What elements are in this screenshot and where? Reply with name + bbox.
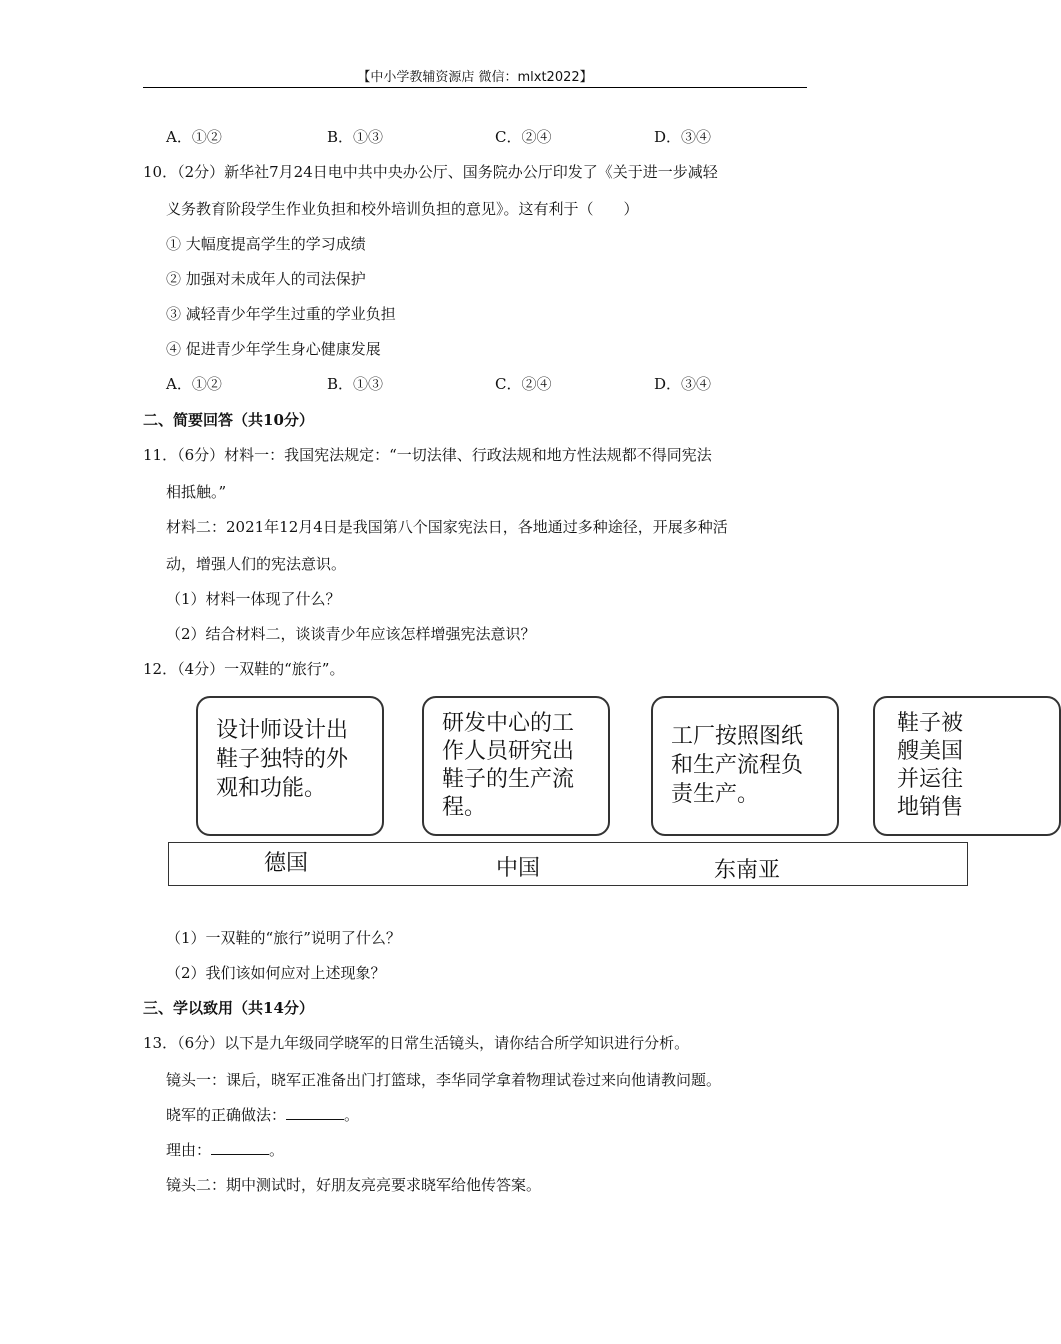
q12-line1: 12．（4分）一双鞋的“旅行”。 (143, 660, 345, 678)
q13-answer-line: 晓军的正确做法： 。 (166, 1106, 360, 1124)
country-label-southeast-asia: 东南亚 (714, 858, 781, 883)
q10-stem-line1: 10．（2分）新华社7月24日电中共中央办公厅、国务院办公厅印发了《关于进一步减轻 (143, 163, 718, 181)
diagram-box-shipping: 鞋子被 艘美国 并运往 地销售 (873, 696, 1061, 836)
q10-option-b: B．①③ (327, 375, 384, 393)
q13-reason-line: 理由： 。 (166, 1141, 285, 1159)
shoe-journey-diagram (168, 692, 964, 892)
q10-option-c: C．②④ (495, 375, 552, 393)
q13-line2: 镜头一：课后，晓军正准备出门打篮球，李华同学拿着物理试卷过来向他请教问题。 (166, 1071, 722, 1089)
q11-sub1: （1）材料一体现了什么？ (166, 590, 341, 608)
q10-option-d: D．③④ (654, 375, 712, 393)
q13-line5: 镜头二：期中测试时，好朋友亮亮要求晓军给他传答案。 (166, 1176, 542, 1194)
section-3-title: 三、学以致用（共14分） (143, 999, 314, 1017)
q11-line4: 动，增强人们的宪法意识。 (166, 555, 347, 573)
q11-line1: 11．（6分）材料一：我国宪法规定：“一切法律、行政法规和地方性法规都不得同宪法 (143, 446, 712, 464)
q10-item-4: ④ 促进青少年学生身心健康发展 (166, 340, 381, 358)
q10-stem-line2: 义务教育阶段学生作业负担和校外培训负担的意见》。这有利于（ ） (166, 200, 639, 218)
q9-option-d: D．③④ (654, 128, 712, 146)
q10-option-a: A．①② (166, 375, 222, 393)
page-header: 【中小学教辅资源店 微信：mlxt2022】 (357, 70, 593, 85)
answer-blank-2[interactable] (211, 1140, 269, 1155)
q11-sub2: （2）结合材料二，谈谈青少年应该怎样增强宪法意识？ (166, 625, 536, 643)
q13-line1: 13．（6分）以下是九年级同学晓军的日常生活镜头，请你结合所学知识进行分析。 (143, 1034, 690, 1052)
country-label-germany: 德国 (264, 851, 309, 876)
q9-option-a: A．①② (166, 128, 222, 146)
diagram-box-research: 研发中心的工 作人员研究出 鞋子的生产流 程。 (422, 696, 610, 836)
q11-line2: 相抵触。” (166, 483, 227, 501)
diagram-box-design: 设计师设计出 鞋子独特的外 观和功能。 (196, 696, 384, 836)
section-2-title: 二、简要回答（共10分） (143, 411, 314, 429)
q9-option-b: B．①③ (327, 128, 384, 146)
q9-option-c: C．②④ (495, 128, 552, 146)
q10-item-3: ③ 减轻青少年学生过重的学业负担 (166, 305, 396, 323)
header-rule (143, 87, 807, 88)
country-label-china: 中国 (496, 856, 541, 881)
q10-item-2: ② 加强对未成年人的司法保护 (166, 270, 366, 288)
q12-sub1: （1）一双鞋的“旅行”说明了什么？ (166, 929, 401, 947)
diagram-box-factory: 工厂按照图纸 和生产流程负 责生产。 (651, 696, 839, 836)
q12-sub2: （2）我们该如何应对上述现象？ (166, 964, 386, 982)
answer-blank-1[interactable] (286, 1105, 344, 1120)
q11-line3: 材料二：2021年12月4日是我国第八个国家宪法日，各地通过多种途径，开展多种活 (166, 518, 728, 536)
q10-item-1: ① 大幅度提高学生的学习成绩 (166, 235, 366, 253)
